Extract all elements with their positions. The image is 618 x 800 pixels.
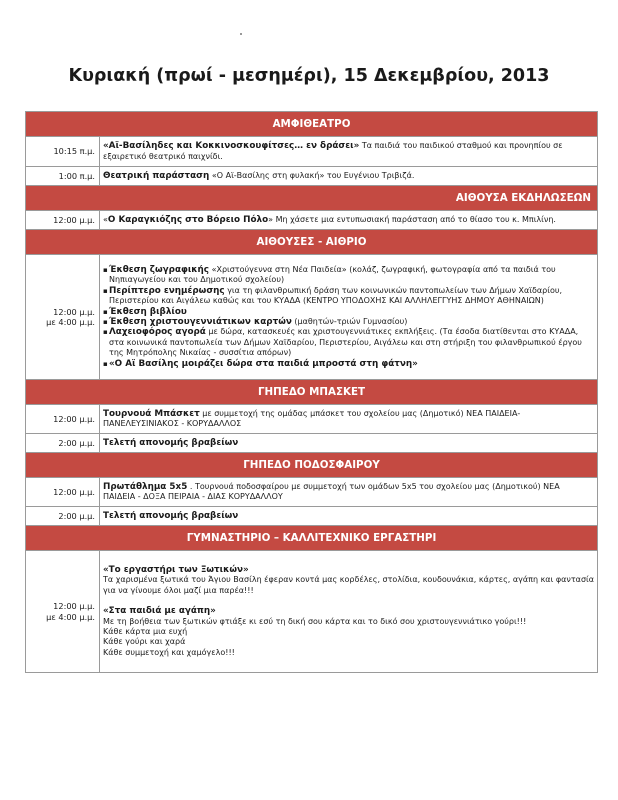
schedule-row xyxy=(26,255,598,380)
exhibit-list xyxy=(103,265,594,369)
description-cell: Τελετή απονομής βραβείων xyxy=(100,434,598,453)
section-header-basket: ΓΗΠΕΔΟ ΜΠΑΣΚΕΤ xyxy=(26,380,598,405)
time-cell: 12:00 μ.μ. xyxy=(26,211,100,230)
time-cell: 2:00 μ.μ. xyxy=(26,434,100,453)
description-cell: Θεατρική παράσταση «Ο Αϊ-Βασίλης στη φυλακή» του Ευγένιου Τριβιζά. xyxy=(100,167,598,186)
schedule-row xyxy=(26,167,598,186)
list-item: ▪ Περίπτερο ενημέρωσης για τη φιλανθρωπική δράση των κοινωνικών παντοπωλείων των Δήμων Χαϊδαρίου, Περιστερίου και Αιγάλεω καθώς και του ΚΥΑΔΑ (ΚΕΝΤΡΟ ΥΠΟΔΟΧΗΣ ΚΑΙ ΑΛΛΗΛΕΓΓΥΗΣ ΔΗΜΟΥ ΑΘΗΝΑΙΩΝ) xyxy=(103,286,594,307)
workshop-block: «Το εργαστήρι των Ξωτικών» Τα χαρισμένα ξωτικά του Άγιου Βασίλη έφεραν κοντά μας κορδέλες, στολίδια, κουδουνάκια, κάρτες, αγάπη και φαντασία για να γίνουμε όλοι μαζί μια παρέα!!! xyxy=(103,564,594,595)
page-title: Κυριακή (πρωί - μεσημέρι), 15 Δεκεμβρίου, 2013 xyxy=(68,66,550,86)
schedule-row xyxy=(26,405,598,434)
time-cell: 12:00 μ.μ. xyxy=(26,478,100,507)
description-cell: Τουρνουά Μπάσκετ με συμμετοχή της ομάδας μπάσκετ του σχολείου μας (Δημοτικό) ΝΕΑ ΠΑΙΔΕΙΑ-ΠΑΝΕΛΕΥΣΙΝΙΑΚΟΣ - ΚΟΡΥΔΑΛΛΟΣ xyxy=(100,405,598,434)
time-cell: 12:00 μ.μ. με 4:00 μ.μ. xyxy=(26,255,100,380)
list-item: ▪ Έκθεση χριστουγεννιάτικων καρτών (μαθητών-τριών Γυμνασίου) xyxy=(103,317,594,327)
description-cell: «Ο Καραγκιόζης στο Βόρειο Πόλο» Μη χάσετε μια εντυπωσιακή παράσταση από το θίασο του κ. Μπιλίνη. xyxy=(100,211,598,230)
schedule-row xyxy=(26,551,598,673)
section-header-podosfairo: ΓΗΠΕΔΟ ΠΟΔΟΣΦΑΙΡΟΥ xyxy=(26,453,598,478)
section-header-gymnastirio: ΓΥΜΝΑΣΤΗΡΙΟ – ΚΑΛΛΙΤΕΧΝΙΚΟ ΕΡΓΑΣΤΗΡΙ xyxy=(26,526,598,551)
time-cell: 10:15 π.μ. xyxy=(26,137,100,167)
time-cell: 12:00 μ.μ. xyxy=(26,405,100,434)
schedule-row xyxy=(26,211,598,230)
schedule-row xyxy=(26,507,598,526)
description-cell: Τελετή απονομής βραβείων xyxy=(100,507,598,526)
time-cell: 2:00 μ.μ. xyxy=(26,507,100,526)
schedule-row xyxy=(26,478,598,507)
schedule-row xyxy=(26,434,598,453)
list-item: ▪ Λαχειοφόρος αγορά με δώρα, κατασκευές και χριστουγεννιάτικες εκπλήξεις. (Τα έσοδα διατίθενται στο ΚΥΑΔΑ, στα κοινωνικά παντοπωλεία των Δήμων Χαϊδαρίου, Περιστερίου, Αιγάλεω και στη στήριξη του φιλανθρωπικού έργου της Μητρόπολης Νικαίας - συσσίτια απόρων) xyxy=(103,327,594,358)
section-header-aithousa-ekdiloseon: ΑΙΘΟΥΣΑ ΕΚΔΗΛΩΣΕΩΝ xyxy=(26,186,598,211)
list-item: ▪ Έκθεση ζωγραφικής «Χριστούγεννα στη Νέα Παιδεία» (κολάζ, ζωγραφική, φωτογραφία από τα παιδιά του Νηπιαγωγείου και του Δημοτικού σχολείου) xyxy=(103,265,594,286)
section-header-amfitheatro: ΑΜΦΙΘΕΑΤΡΟ xyxy=(26,112,598,137)
time-cell: 12:00 μ.μ. με 4:00 μ.μ. xyxy=(26,551,100,673)
time-cell: 1:00 π.μ. xyxy=(26,167,100,186)
list-item: ▪ «Ο Αϊ Βασίλης μοιράζει δώρα στα παιδιά μπροστά στη φάτνη» xyxy=(103,359,594,369)
schedule-table xyxy=(25,111,598,673)
description-cell: Πρωτάθλημα 5x5 . Τουρνουά ποδοσφαίρου με συμμετοχή των ομάδων 5x5 του σχολείου μας (Δημοτικού) ΝΕΑ ΠΑΙΔΕΙΑ - ΔΟΞΑ ΠΕΙΡΑΙΑ - ΔΙΑΣ ΚΟΡΥΔΑΛΛΟΥ xyxy=(100,478,598,507)
section-header-aithouses-aithrio: ΑΙΘΟΥΣΕΣ - ΑΙΘΡΙΟ xyxy=(26,230,598,255)
description-cell: «Αϊ-Βασίληδες και Κοκκινοσκουφίτσες… εν δράσει» Τα παιδιά του παιδικού σταθμού και προνηπίου σε εξαιρετικό θεατρικό παιχνίδι. xyxy=(100,137,598,167)
workshop-block: «Στα παιδιά με αγάπη» Με τη βοήθεια των ξωτικών φτιάξε κι εσύ τη δική σου κάρτα και το δικό σου χριστουγεννιάτικο γούρι!!! Κάθε κάρτα μια ευχή Κάθε γούρι και χαρά Κάθε συμμετοχή και χαμόγελο!!! xyxy=(103,606,527,657)
description-cell xyxy=(100,551,598,673)
list-item: ▪ Έκθεση βιβλίου xyxy=(103,307,594,317)
stray-dot xyxy=(240,33,242,35)
schedule-row xyxy=(26,137,598,167)
description-cell xyxy=(100,255,598,380)
